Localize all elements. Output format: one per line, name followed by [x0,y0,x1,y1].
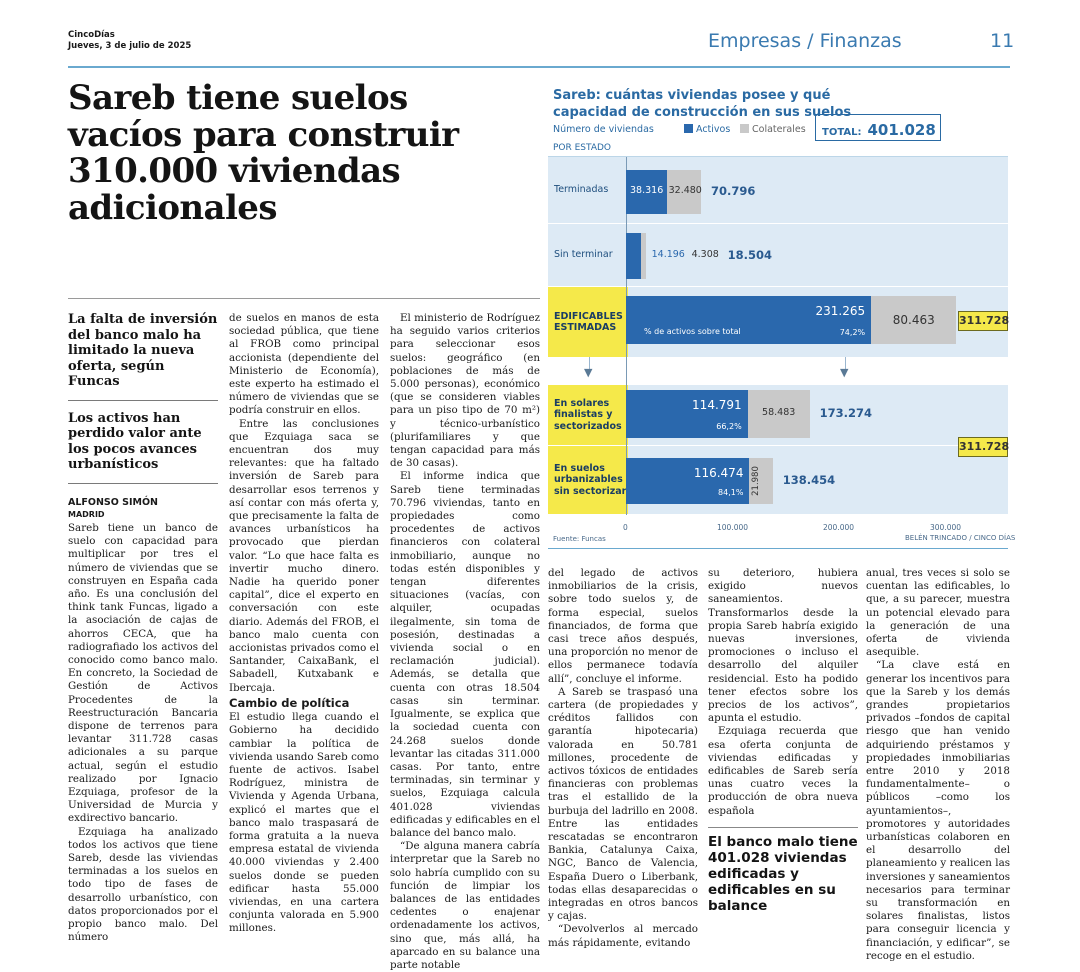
highlight-total: 311.728 [958,437,1008,457]
paragraph: anual, tres veces si solo se cuentan las edificables, lo que, a su parecer, muestra un potencial elevado para la generación de una oferta de vivienda asequible. [866,567,1010,659]
paragraph: El informe indica que Sareb tiene terminadas 70.796 viviendas, tanto en propiedades como procedentes de activos financieros con colateral inmobiliario, aunque no todas estén disponibles y tengan diferentes situaciones (vacías, con alquiler, ocupadas ilegalmente, sin toma de posesión, destinadas a vivienda social o en reclamación judicial). Además, se detalla que cuenta con otras 18.504 casas sin terminar. Igualmente, se explica que la sociedad cuenta con 24.268 suelos donde levantar las citadas 311.000 casas. Por tanto, entre terminadas, sin terminar y suelos, Ezquiaga calcula 401.028 viviendas edificadas y edificables en el balance del banco malo. [390,470,540,839]
subhead-separator [68,400,218,401]
header-rule [68,66,1010,68]
paragraph: Entre las conclusiones que Ezquiaga saca se encuentran dos muy relevantes: que ha faltado inversión de Sareb para desarrollar esos terrenos y así contar con más oferta y, que precisamente la falta de avances urbanísticos ha provocado que pierdan valor. “Lo que hace falta es invertir mucho dinero. Nadie ha querido poner capital”, dice el experto en conversación con este diario. Además del FROB, el banco malo cuenta con accionistas privados como el Santander, CaixaBank, el Sabadell, Kutxabank e Ibercaja. [229,417,379,694]
category-label: En suelos urbanizables sin sectorizar [548,446,628,514]
author-name: ALFONSO SIMÓN [68,497,159,508]
pullquote-rule [708,827,858,828]
legend-label-collateral: Colaterales [752,124,806,135]
total-label: TOTAL: [822,127,862,138]
pullquote: El banco malo tiene 401.028 viviendas edificadas y edificables en su balance [708,834,858,914]
publication-date: Jueves, 3 de julio de 2025 [68,41,192,51]
legend-label-active: Activos [696,124,731,135]
subhead-separator [68,483,218,484]
paragraph: A Sareb se traspasó una cartera (de propiedades y créditos fallidos con garantía hipotecaria) valorada en 50.781 millones, procedente de activos tóxicos de entidades financieras con problemas tras el estallido de la burbuja del ladrillo en 2008. Entre las entidades rescatadas se encontraron Bankia, Catalunya Caixa, NGC, Banco de Valencia, España Duero o Liberbank, todas ellas desaparecidas o integradas en otros bancos y cajas. [548,685,698,923]
byline [68,497,158,521]
chart-subtitle: Número de viviendas [553,124,654,135]
total-box [815,114,941,141]
paragraph: del legado de activos inmobiliarios de la crisis, sobre todo suelos y, de forma especial, suelos financiados, de forma que casi trece años después, una proporción no menor de ellos permanece todavía allí”, concluye el informe. [548,567,698,685]
legend-collateral [740,124,806,135]
legend-active [684,124,730,135]
row-total: 173.274 [819,406,873,420]
bar-collateral [641,233,646,279]
paragraph: su deterioro, hubiera exigido nuevos saneamientos. Transformarlos desde la propia Sareb habría exigido nuevas inversiones, promociones o incluso el desarrollo del alquiler residencial. Esto ha podido tener efectos sobre los precios de los activos”, apunta el estudio. [708,567,858,725]
publication-name: CincoDías [68,30,115,40]
chart-source: Fuente: Funcas [553,535,606,543]
paragraph: “De alguna manera cabría interpretar que la Sareb no solo habría cumplido con su función de limpiar los balances de las entidades cedentes o enajenar ordenadamente los activos, sino que, más allá, ha aparcado en su balance una parte notable [390,840,540,971]
subhead-2: Los activos han perdido valor ante los pocos avances urbanísticos [68,410,202,472]
category-label: En solares finalistas y sectorizados [548,385,628,445]
bar-label-active: 231.265 [815,304,866,318]
bar-percent-active: 74,2% [839,328,866,337]
bar-label-collateral: 4.308 [691,249,719,260]
chart-bottom-rule [548,548,1008,549]
row-total: 70.796 [711,184,756,198]
section-title: Empresas / Finanzas [708,30,902,52]
total-value: 401.028 [867,121,936,139]
paragraph: El estudio llega cuando el Gobierno ha decidido cambiar la política de vivienda usando Sareb como fuente de activos. Isabel Rodríguez, ministra de Vivienda y Agenda Urbana, explicó el martes que el banco malo traspasará de forma gratuita a la nueva empresa estatal de vivienda 40.000 viviendas y 2.400 suelos donde se pueden edificar hasta 55.000 viviendas, en una cartera conjunta valorada en 5.900 millones. [229,711,379,935]
article-column-1 [68,522,218,947]
subhead-1: La falta de inversión del banco malo ha limitado la nueva oferta, según Funcas [68,312,218,389]
bar-label-active: 116.474 [693,466,744,480]
legend-swatch-collateral [740,124,749,133]
row-total: 18.504 [727,248,772,262]
bar-label-collateral: 21.980 [751,466,762,496]
paragraph: Sareb tiene un banco de suelo con capacidad para multiplicar por tres el número de viviendas que se construyen en España cada año. Es una conclusión del think tank Funcas, ligado a la asociación de cajas de ahorros CECA, que ha radiografiado los activos del conocido como banco malo. En concreto, la Sociedad de Gestión de Activos Procedentes de la Reestructuración Bancaria dispone de terrenos para levantar 311.728 casas adicionales a su parque actual, según el estudio realizado por Ignacio Ezquiaga, profesor de la Universidad de Murcia y exdirectivo bancario. [68,522,218,825]
article-column-2 [229,312,379,947]
chart-credit: BELÉN TRINCADO / CINCO DÍAS [905,534,1016,542]
chart-title: Sareb: cuántas viviendas posee y qué capacidad de construcción en sus suelos [553,88,852,120]
bar-percent-active: 84,1% [718,488,744,497]
headline-rule [68,298,540,299]
section-heading: Cambio de política [229,695,350,710]
down-arrow-icon: ▼ [840,366,849,379]
category-label: Terminadas [554,184,609,196]
highlight-total: 311.728 [958,311,1008,331]
bar-label-active: 38.316 [630,185,664,196]
article-column-4 [548,567,698,947]
row-total: 138.454 [782,473,836,487]
bar-label-collateral: 80.463 [892,313,935,327]
bar-active [626,458,749,504]
bar-percent-active: 66,2% [716,422,742,431]
subheads [68,312,218,484]
paragraph: “La clave está en generar los incentivos para que la Sareb y los demás grandes propietarios privados –fondos de capital riesgo que han venido adquiriendo préstamos y propiedades inmobiliarias entre 2010 y 2018 fundamentalmente– o públicos –como los ayuntamientos–, promotores y autoridades urbanísticas colaboren en el desarrollo del planeamiento y realicen las inversiones y saneamientos necesarios para terminar su transformación en solares finalistas, listos para conseguir licencia y financiación, y edificar”, se recoge en el estudio. [866,659,1010,962]
x-tick-label: 300.000 [930,523,962,532]
paragraph: El ministerio de Rodríguez ha seguido varios criterios para seleccionar esos suelos: geográfico (en poblaciones de más de 5.000 personas), económico (que se consideren viables para un piso tipo de 70 m²) y técnico-urbanístico (plurifamiliares y que tengan capacidad para más de 30 casas). [390,312,540,470]
article-column-3 [390,312,540,971]
x-tick-label: 100.000 [717,523,749,532]
page-number: 11 [990,30,1015,52]
down-arrow-icon: ▼ [584,366,593,379]
paragraph: de suelos en manos de esta sociedad pública, que tiene al FROB como principal accionista (dependiente del Ministerio de Economía), este experto ha estimado el número de viviendas que se podría construir en ellos. [229,312,379,417]
paragraph: “Devolverlos al mercado más rápidamente, evitando [548,923,698,949]
bar-label-active: 114.791 [692,398,742,412]
article-column-6 [866,567,1010,962]
article-column-5 [708,567,858,817]
legend-swatch-active [684,124,693,133]
paragraph: Ezquiaga ha analizado todos los activos que tiene Sareb, desde las viviendas terminadas a los suelos en todo tipo de fases de desarrollo urbanístico, con datos proporcionados por el propio banco malo. Del número [68,825,218,944]
masthead [68,30,191,52]
category-label: EDIFICABLES ESTIMADAS [548,287,628,357]
bar-active [626,233,641,279]
category-label: Sin terminar [554,249,613,261]
bar-label-collateral: 58.483 [762,407,796,418]
bar-label-active: 14.196 [651,249,685,260]
group-label: POR ESTADO [553,143,611,153]
author-location: MADRID [68,510,105,519]
percent-note: % de activos sobre total [644,327,741,336]
x-tick-label: 0 [623,523,628,532]
headline: Sareb tiene suelos vacíos para construir 310.000 viviendas adicionales [68,78,459,228]
bar-label-collateral: 32.480 [668,185,702,196]
chart-gap [548,357,1008,385]
paragraph: Ezquiaga recuerda que esa oferta conjunta de viviendas edificadas y edificables de Sareb sería unas cuatro veces la producción de obra nueva española [708,725,858,817]
x-tick-label: 200.000 [823,523,855,532]
